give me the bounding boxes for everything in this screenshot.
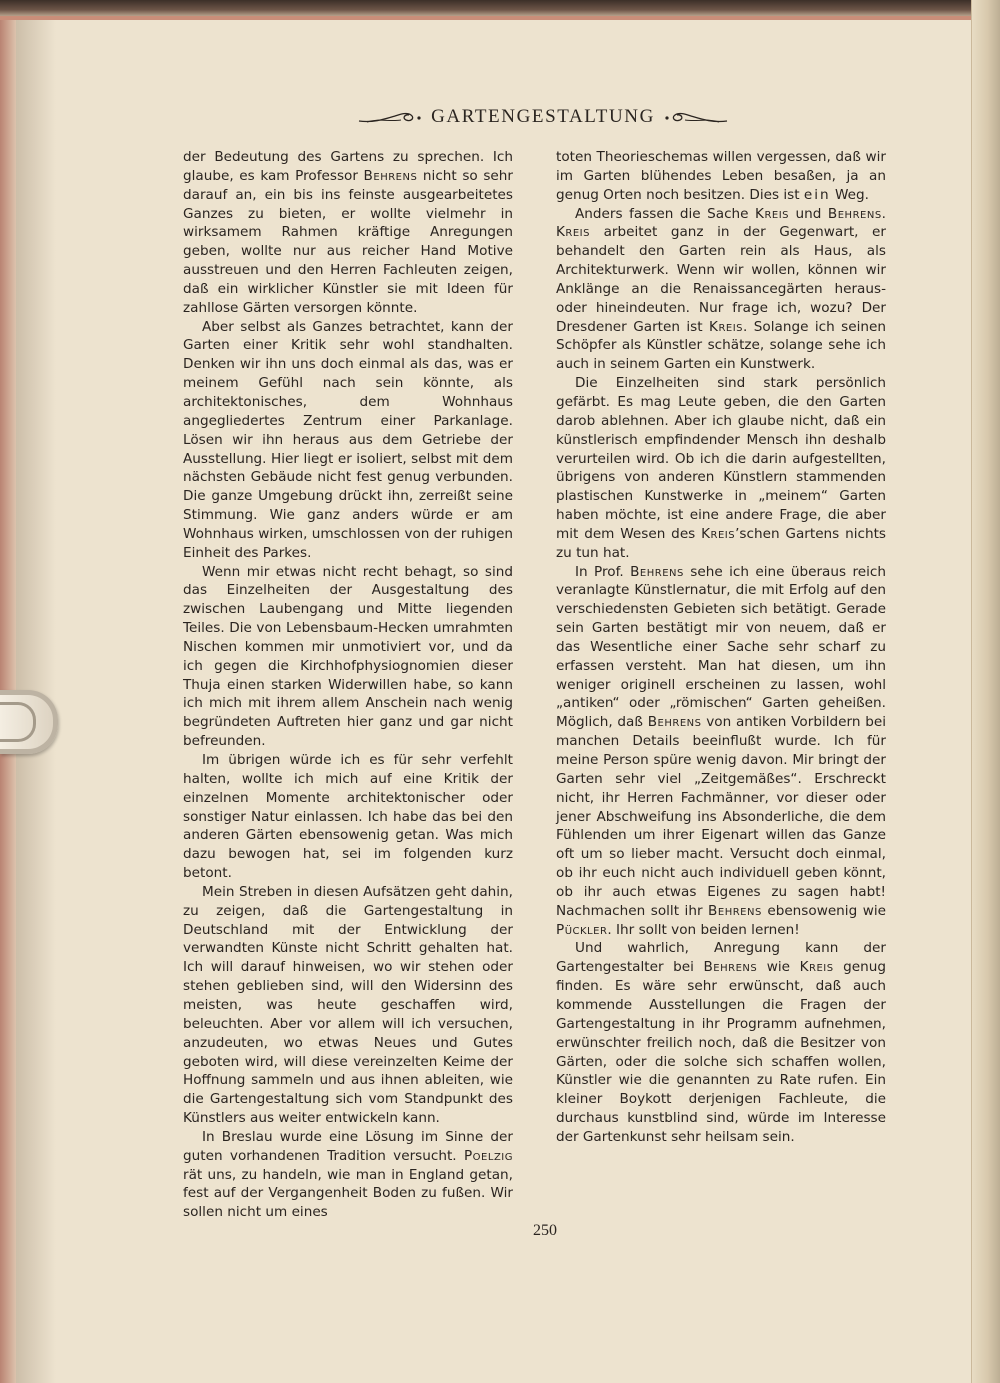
page-number: 250: [533, 1222, 557, 1239]
name-pueckler: Pückler: [556, 921, 608, 938]
paragraph: der Bedeutung des Gartens zu sprechen. Ich glaube, es kam Professor Behrens nicht so sehr darauf an, ein bis ins feinste ausgearbeitetes Ganzes zu bieten, er wollte vielmehr in wirksamem Rahmen kräftige Anregungen geben, wollte nur aus reicher Hand Motive ausstreuen und den Herren Fachleuten zeigen, daß ein wirklicher Künstler sie mit Ideen für zahllose Gärten versorgen könnte.: [183, 149, 514, 316]
paragraph: Wenn mir etwas nicht recht behagt, so sind das Einzelheiten der Ausgestaltung des zwischen Laubengang und Mitte liegenden Teiles. Die von Lebensbaum-Hecken umrahmten Nischen kommen mir unmotiviert vor, und da ich gegen die Kirchhofphysiognomien dieser Thuja einen starken Widerwillen habe, so kann ich mich mit ihrem allem Anschein nach wenig begründeten Auftreten hier ganz und gar nicht befreunden.: [183, 563, 513, 750]
name-behrens: Behrens: [703, 959, 758, 976]
running-header: [183, 106, 903, 136]
emphasis-ein: ein: [803, 186, 831, 203]
ornament-left-icon: [357, 107, 423, 127]
paragraph: Mein Streben in diesen Aufsätzen geht dahin, zu zeigen, daß die Gartengestaltung in Deutschland mit der Entwicklung der verwandten Künste nicht Schritt gehalten hat. Ich will darauf hinweisen, wo wir stehen oder stehen geblieben sind, will den Widersinn des meisten, was heute geschaffen wird, beleuchten. Aber vor allem will ich versuchen, anzudeuten, wo etwas Neues und Gutes geboten wird, will diese vereinzelten Keime der Hoffnung sammeln und aus ihnen ableiten, wie die Gartengestaltung sich vom Standpunkt des Künstlers aus weiter entwickeln kann.: [183, 883, 513, 1127]
paragraph: toten Theorieschemas willen vergessen, daß wir im Garten blühendes Leben besaßen, ja an genug Orten noch besitzen. Dies ist ein Weg.: [556, 149, 886, 203]
name-behrens: Behrens: [827, 205, 882, 222]
top-binding-strip: [0, 16, 980, 20]
paragraph: In Breslau wurde eine Lösung im Sinne der guten vorhandenen Tradition versucht. Poelzig rät uns, zu handeln, wie man in England getan, fest auf der Vergangenheit Boden zu fußen. Wir sollen nicht um eines: [183, 1128, 513, 1221]
left-column: [183, 148, 513, 1222]
right-column: [556, 148, 886, 1147]
name-kreis: Kreis: [556, 224, 590, 241]
name-kreis: Kreis: [755, 205, 790, 222]
text-columns: [183, 148, 905, 1221]
header-title: GARTENGESTALTUNG: [431, 106, 655, 127]
name-kreis: Kreis: [701, 525, 736, 542]
name-behrens: Behrens: [647, 714, 702, 731]
name-poelzig: Poelzig: [463, 1147, 513, 1164]
paragraph: In Prof. Behrens sehe ich eine überaus reich veranlagte Künstlernatur, die mit Erfolg auf den verschiedensten Gebieten sich betätigt. Gerade sein Garten bestätigt mir von neuem, daß er das Wesentliche einer Sache sehr scharf zu erfassen versteht. Man hat diesen, um ihn weniger originell erscheinen zu lassen, wohl „antiken“ oder „römischen“ Garten geheißen. Möglich, daß Behrens von antiken Vorbildern bei manchen Details beeinflußt wurde. Ich für meine Person spüre wenig davon. Mir bringt der Garten sehr viel „Zeitgemäßes“. Erschreckt nicht, ihr Herren Fachmänner, vor dieser oder jener Abschweifung ins Absonderliche, die dem Fühlenden um ihrer Eigenart willen das Ganze oft um so lieber macht. Versucht doch einmal, ob ihr euch nicht auch individuell geben könnt, ob ihr auch etwas Eigenes zu sagen habt! Nachmachen sollt ihr Behrens ebensowenig wie Pückler. Ihr sollt von beiden lernen!: [556, 563, 887, 938]
paragraph: Und wahrlich, Anregung kann der Gartengestalter bei Behrens wie Kreis genug finden. Es wäre sehr erwünscht, daß auch kommende Ausstellungen die Fragen der Gartengestaltung in ihr Programm aufnehmen, erwünschter freilich noch, daß die Besitzer von Gärten, oder die solche sich schaffen wollen, Künstler wie die genannten zu Rate rufen. Ein kleiner Boykott derjenigen Fachleute, die durchaus kunstblind sind, würde im Interesse der Gartenkunst sehr heilsam sein.: [556, 940, 887, 1145]
name-behrens: Behrens: [708, 902, 762, 919]
ornament-right-icon: [663, 107, 729, 127]
paragraph: Die Einzelheiten sind stark persönlich gefärbt. Es mag Leute geben, die den Garten darob ablehnen. Aber ich glaube nicht, daß ein künstlerisch empfindender Mensch ihn deshalb verurteilen wird. Ob ich die darin aufgestellten, übrigens von anderen Künstlern stammenden plastischen Kunstwerke in „meinem“ Garten haben möchte, ist eine andere Frage, die aber mit dem Wesen des Kreis’schen Gartens nichts zu tun hat.: [556, 375, 886, 561]
name-behrens: Behrens: [363, 167, 418, 184]
paragraph: Im übrigen würde ich es für sehr verfehlt halten, wollte ich mich auf eine Kritik der einzelnen Momente architektonischer oder sonstiger Natur einlassen. Ich habe das bei den anderen Gärten ebensowenig getan. Was mich dazu bewogen hat, sei im folgenden kurz betont.: [183, 752, 513, 882]
name-kreis: Kreis: [709, 318, 744, 335]
paragraph: Anders fassen die Sache Kreis und Behrens. Kreis arbeitet ganz in der Gegenwart, er behandelt den Garten rein als Haus, als Architekturwerk. Wenn wir wollen, können wir Anklänge an die Renaissancegärten heraus- oder hineindeuten. Nur frage ich, wozu? Der Dresdener Garten ist Kreis. Solange ich seinen Schöpfer als Künstler schätze, solange sehe ich auch in seinem Garten ein Kunstwerk.: [556, 205, 886, 373]
page-edge-right: [971, 0, 1000, 1383]
name-kreis: Kreis: [799, 959, 834, 976]
paragraph: Aber selbst als Ganzes betrachtet, kann der Garten einer Kritik sehr wohl standhalten. Denken wir ihn uns doch einmal als das, was er meinem Gefühl nach sein könnte, als architektonisches, dem Wohnhaus angegliedertes Zentrum einer Parkanlage. Lösen wir ihn heraus aus dem Getriebe der Ausstellung. Hier liegt er isoliert, selbst mit dem nächsten Gebäude nicht fest genug verbunden. Die ganze Umgebung drückt ihn, zerreißt seine Stimmung. Wie ganz anders würde er am Wohnhaus wirken, umschlossen von der ruhigen Einheit des Parkes.: [183, 318, 513, 561]
name-behrens: Behrens: [630, 563, 684, 580]
paper-clip-inner: [0, 702, 36, 742]
